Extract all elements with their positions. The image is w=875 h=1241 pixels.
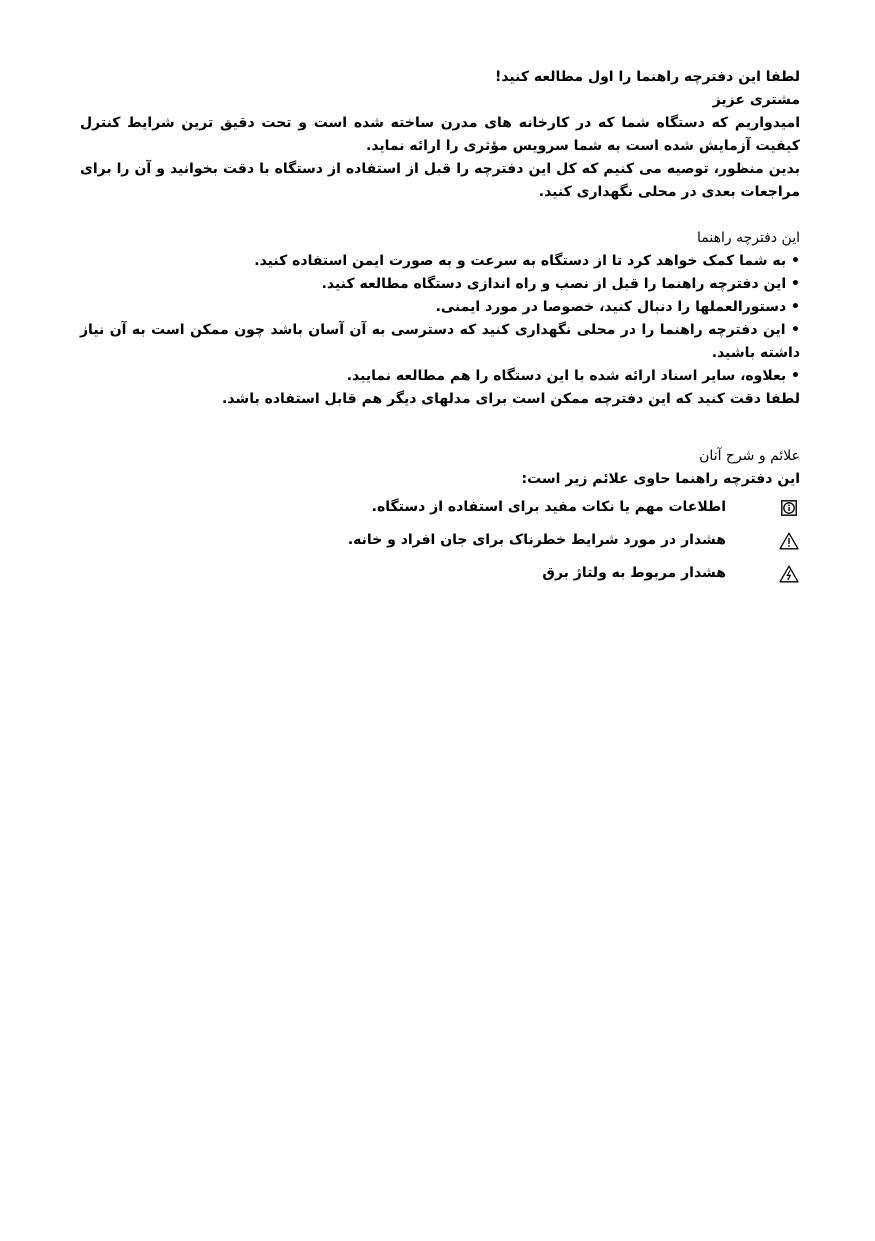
symbol-row-warning <box>80 524 800 557</box>
warning-triangle-icon <box>778 532 800 550</box>
symbol-description: هشدار در مورد شرایط خطرناک برای جان افراد و خانه. <box>347 532 726 548</box>
bullet-item: • بعلاوه، سایر اسناد ارائه شده با این دستگاه را هم مطالعه نمایید. <box>346 368 800 384</box>
spacer <box>80 411 800 445</box>
symbol-description: هشدار مربوط به ولتاژ برق <box>542 565 726 581</box>
intro-paragraph-1: امیدواریم که دستگاه شما که در کارخانه های مدرن ساخته شده است و تحت دقیق ترین شرایط کنترل کیفیت آزمایش شده است به شما سرویس مؤثری را ارائه نماید. <box>80 115 800 154</box>
bullet-item: • این دفترچه راهنما را در محلی نگهداری کنید که دسترسی به آن آسان باشد چون ممکن است به آن نیاز داشته باشید. <box>80 322 800 361</box>
symbol-description: اطلاعات مهم یا نکات مفید برای استفاده از دستگاه. <box>371 499 726 515</box>
manual-heading: این دفترچه راهنما <box>697 230 800 246</box>
spacer <box>80 204 800 227</box>
bullet-item: • به شما کمک خواهد کرد تا از دستگاه به سرعت و به صورت ایمن استفاده کنید. <box>254 253 800 269</box>
page-title: لطفا این دفترچه راهنما را اول مطالعه کنید! <box>494 69 800 85</box>
greeting: مشتری عزیز <box>712 92 800 108</box>
bullet-item: • این دفترچه راهنما را قبل از نصب و راه اندازی دستگاه مطالعه کنید. <box>321 276 800 292</box>
symbols-intro: این دفترچه راهنما حاوی علائم زیر است: <box>521 471 800 487</box>
info-icon <box>778 500 800 516</box>
model-note: لطفا دقت کنید که این دفترچه ممکن است برای مدلهای دیگر هم قابل استفاده باشد. <box>222 391 800 407</box>
manual-page <box>80 66 800 590</box>
symbols-heading: علائم و شرح آنان <box>699 448 800 464</box>
symbol-row-electric <box>80 557 800 590</box>
symbol-row-info <box>80 491 800 524</box>
electric-shock-icon <box>778 565 800 583</box>
bullet-item: • دستورالعملها را دنبال کنید، خصوصا در مورد ایمنی. <box>435 299 800 315</box>
intro-paragraph-2: بدین منظور، توصیه می کنیم که کل این دفترچه را قبل از استفاده از دستگاه با دقت بخوانید و آن را برای مراجعات بعدی در محلی نگهداری کنید. <box>80 161 800 200</box>
